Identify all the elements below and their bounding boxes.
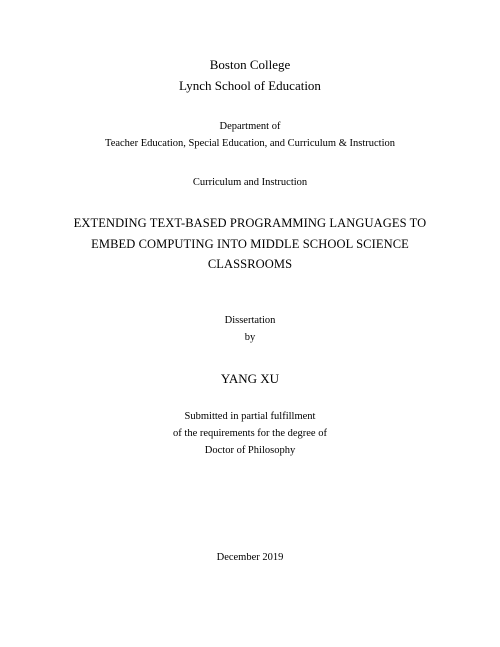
school-name: Lynch School of Education: [179, 78, 321, 93]
department-name: Teacher Education, Special Education, and Curriculum & Instruction: [105, 138, 395, 149]
by-label: by: [244, 332, 256, 343]
document-type: Dissertation: [224, 315, 276, 326]
degree-name: Doctor of Philosophy: [204, 445, 296, 456]
program-name: Curriculum and Instruction: [192, 177, 308, 188]
submission-line-1: Submitted in partial fulfillment: [184, 411, 316, 422]
author-name: YANG XU: [220, 371, 280, 386]
department-label: Department of: [219, 121, 281, 132]
dissertation-title-line-1: EXTENDING TEXT-BASED PROGRAMMING LANGUAGES TO: [73, 216, 427, 230]
dissertation-title-line-3: CLASSROOMS: [207, 257, 293, 271]
submission-date: December 2019: [216, 552, 284, 563]
dissertation-title-line-2: EMBED COMPUTING INTO MIDDLE SCHOOL SCIENCE: [91, 237, 409, 251]
college-name: Boston College: [209, 57, 291, 72]
submission-line-2: of the requirements for the degree of: [173, 428, 327, 439]
